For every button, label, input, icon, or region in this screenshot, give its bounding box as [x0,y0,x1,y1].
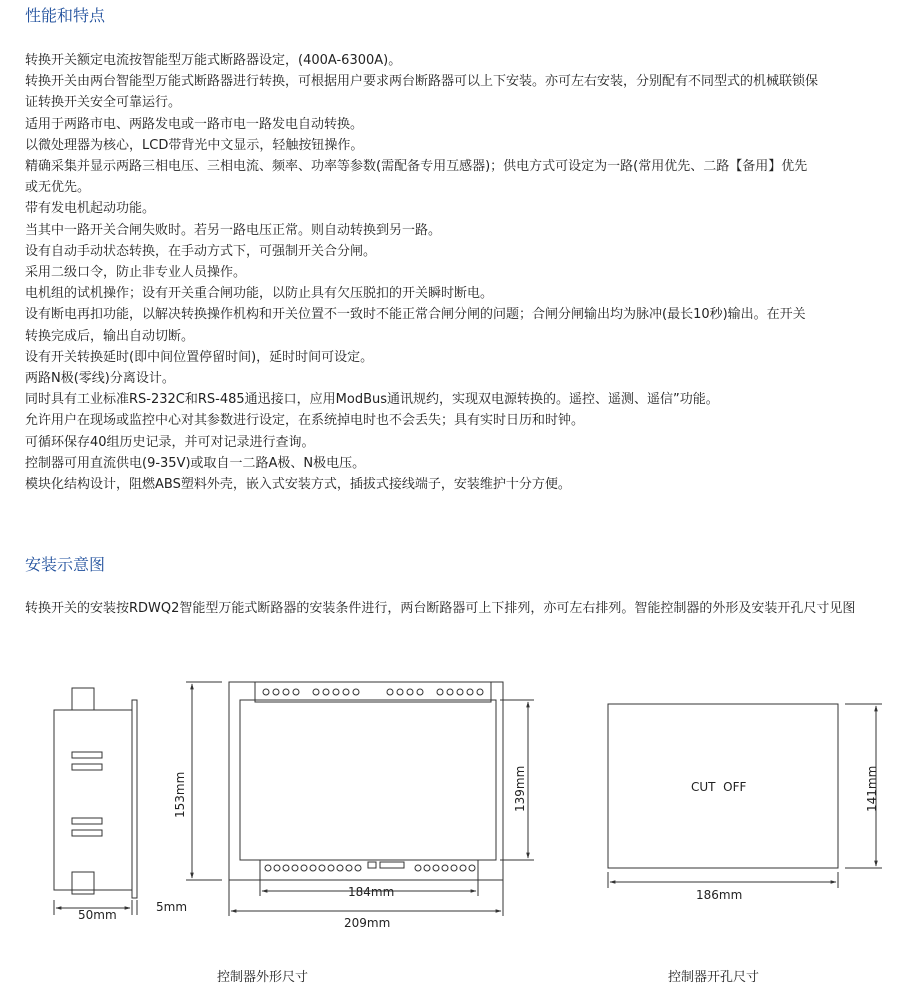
cutout-view-drawing [608,704,882,888]
top-terminal-block [255,682,491,702]
caption-cutout: 控制器开孔尺寸 [668,970,760,985]
side-depth-label: 50mm [78,908,117,922]
caption-dimensions: 控制器外形尺寸 [217,970,309,985]
feature-item: 采用二级口令，防止非专业人员操作。 [25,265,247,281]
feature-item: 模块化结构设计，阻燃ABS塑料外壳，嵌入式安装方式，插拔式接线端子，安装维护十分方便。 [25,477,571,493]
cutout-width-label: 186mm [696,888,743,902]
side-view-top-connector [72,688,94,710]
side-view-slot [72,818,102,824]
cutout-center-text: CUT OFF [691,780,747,794]
front-width-inner-label: 184mm [348,885,395,899]
installation-intro: 转换开关的安装按RDWQ2智能型万能式断路器的安装条件进行，两台断路器可上下排列，亦可左右排列。智能控制器的外形及安装开孔尺寸见图 [25,601,856,616]
front-height-outer-label: 153mm [173,771,187,818]
bottom-terminals [265,862,475,871]
feature-item: 证转换开关安全可靠运行。 [25,95,182,111]
side-view-body [54,710,132,890]
feature-item: 转换开关额定电流按智能型万能式断路器设定，(400A-6300A)。 [25,53,402,68]
feature-item: 以微处理器为核心，LCD带背光中文显示，轻触按钮操作。 [25,137,364,153]
feature-item: 带有发电机起动功能。 [25,201,156,217]
installation-heading: 安装示意图 [25,555,106,574]
side-view-slot [72,752,102,758]
side-view-flange [132,700,137,898]
installation-diagram [0,640,920,960]
side-flange-label: 5mm [156,900,188,914]
front-width-outer-label: 209mm [344,916,391,930]
feature-item: 精确采集并显示两路三相电压、三相电流、频率、功率等参数(需配备专用互感器)；供电方式可设定为一路(常用优先、二路【备用】优先 [25,159,808,175]
feature-item: 两路N极(零线)分离设计。 [25,371,175,387]
front-view-outer [229,682,503,880]
feature-item: 适用于两路市电、两路发电或一路市电一路发电自动转换。 [25,116,364,132]
feature-item: 控制器可用直流供电(9-35V)或取自一二路A极、N极电压。 [25,455,366,471]
cutout-height-label: 141mm [865,765,879,812]
feature-item: 转换开关由两台智能型万能式断路器进行转换，可根据用户要求两台断路器可以上下安装。亦可左右安装，分别配有不同型式的机械联锁保 [25,74,819,90]
features-list [25,50,895,495]
feature-item: 同时具有工业标准RS-232C和RS-485通迅接口，应用ModBus通讯规约，实现双电源转换的。遥控、遥测、遥信”功能。 [25,392,719,408]
feature-item: 设有开关转换延时(即中间位置停留时间)，延时时间可设定。 [25,349,374,365]
feature-item: 当其中一路开关合闸失败时。若另一路电压正常。则自动转换到另一路。 [25,222,442,238]
front-view-drawing [186,682,534,916]
side-view-slot [72,830,102,836]
feature-item: 转换完成后，输出自动切断。 [25,328,195,344]
feature-item: 可循环保存40组历史记录，并可对记录进行查询。 [25,434,315,450]
feature-item: 设有自动手动状态转换，在手动方式下，可强制开关合分闸。 [25,243,377,259]
side-view-bottom-connector [72,872,94,894]
top-terminals [263,689,483,695]
side-view-drawing [54,688,137,915]
feature-item: 允许用户在现场或监控中心对其参数进行设定，在系统掉电时也不会丢失；具有实时日历和时钟。 [25,413,585,429]
front-view-inner [240,700,496,860]
features-heading: 性能和特点 [25,6,106,25]
feature-item: 设有断电再扣功能，以解决转换操作机构和开关位置不一致时不能正常合闸分闸的问题；合闸分闸输出均为脉冲(最长10秒)输出。在开关 [25,307,806,323]
feature-item: 电机组的试机操作；设有开关重合闸功能，以防止具有欠压脱扣的开关瞬时断电。 [25,286,494,302]
side-view-slot [72,764,102,770]
front-height-inner-label: 139mm [513,765,527,812]
feature-item: 或无优先。 [25,180,91,196]
